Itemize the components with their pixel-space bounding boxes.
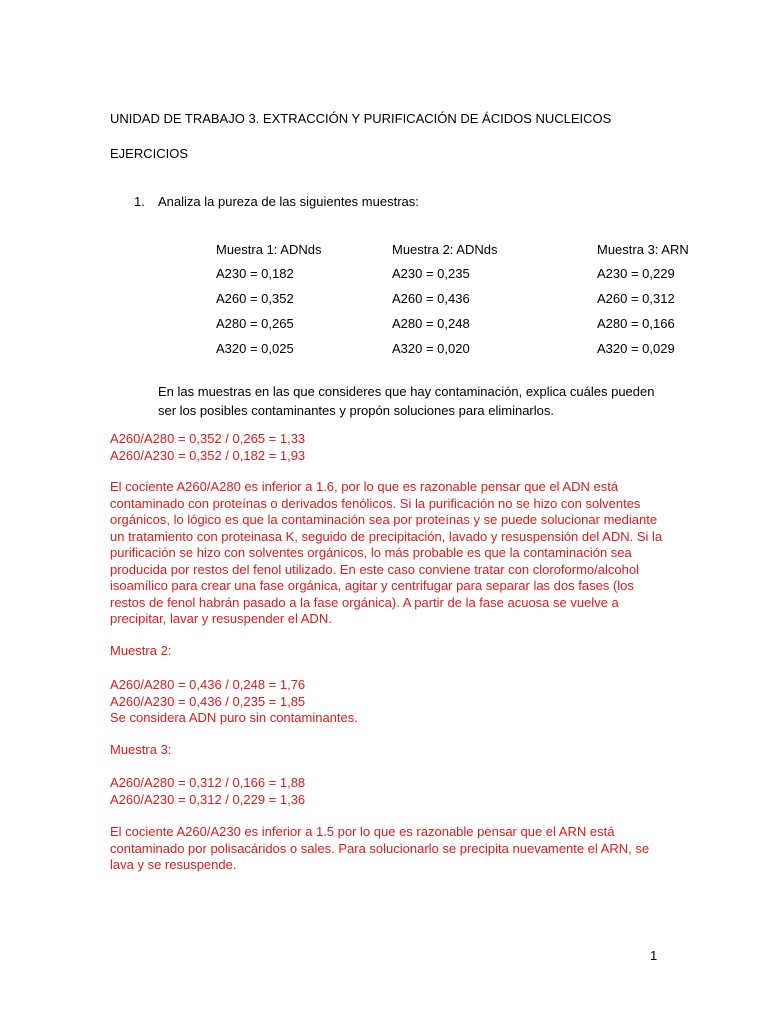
sample3-heading: Muestra 3:	[110, 742, 172, 757]
question-instruction: En las muestras en las que consideres que hay contaminación, explica cuáles pueden ser los posibles contaminantes y propón soluciones para eliminarlos.	[158, 384, 655, 418]
sample-value: A280 = 0,166	[597, 316, 675, 331]
sample-value: A320 = 0,020	[392, 341, 470, 356]
sample3-ratio-260-280: A260/A280 = 0,312 / 0,166 = 1,88	[110, 775, 306, 790]
sample1-explanation: El cociente A260/A280 es inferior a 1.6, por lo que es razonable pensar que el ADN está contaminado con proteínas o derivados fenólicos. Si la purificación no se hizo con solventes orgánicos, lo lógico es que la contaminación sea por proteínas y se puede solucionar mediante un tratamiento con proteinasa K, seguido de precipitación, lavado y resuspensión del ADN. Si la purificación se hizo con solventes orgánicos, lo más probable es que la contaminación sea producida por restos del fenol utilizado. En este caso conviene tratar con cloroformo/alcohol isoamílico para crear una fase orgánica, agitar y centrifugar para separar las dos fases (los restos de fenol habrán pasado a la fase orgánica). A partir de la fase acuosa se vuelve a precipitar, lavar y resuspender el ADN.	[110, 479, 663, 626]
question-text: Analiza la pureza de las siguientes muestras:	[158, 194, 419, 209]
sample-value: A320 = 0,029	[597, 341, 675, 356]
sample-header: Muestra 1: ADNds	[216, 242, 322, 257]
sample-header: Muestra 3: ARN	[597, 242, 689, 257]
page-number: 1	[650, 948, 658, 963]
section-heading: EJERCICIOS	[110, 146, 189, 161]
unit-title-prefix: UNIDAD DE TRABAJO 3.	[110, 111, 260, 126]
sample1-ratio-260-230: A260/A230 = 0,352 / 0,182 = 1,93	[110, 448, 306, 463]
sample-value: A260 = 0,312	[597, 291, 675, 306]
sample2-conclusion: Se considera ADN puro sin contaminantes.	[110, 710, 358, 725]
unit-title-rest: EXTRACCIÓN Y PURIFICACIÓN DE ÁCIDOS NUCLEICOS	[259, 111, 612, 126]
unit-title	[110, 111, 611, 127]
sample-value: A280 = 0,248	[392, 316, 470, 331]
sample-value: A230 = 0,235	[392, 266, 470, 281]
sample1-ratio-260-280: A260/A280 = 0,352 / 0,265 = 1,33	[110, 431, 306, 446]
sample-value: A280 = 0,265	[216, 316, 294, 331]
sample2-heading: Muestra 2:	[110, 643, 172, 658]
sample-header: Muestra 2: ADNds	[392, 242, 498, 257]
sample3-ratio-260-230: A260/A230 = 0,312 / 0,229 = 1,36	[110, 792, 306, 807]
sample-value: A260 = 0,436	[392, 291, 470, 306]
sample-value: A230 = 0,182	[216, 266, 294, 281]
sample2-ratio-260-280: A260/A280 = 0,436 / 0,248 = 1,76	[110, 677, 306, 692]
sample3-explanation: El cociente A260/A230 es inferior a 1.5 por lo que es razonable pensar que el ARN está contaminado por polisacáridos o sales. Para solucionarlo se precipita nuevamente el ARN, se lava y se resuspende.	[110, 824, 650, 872]
sample-value: A320 = 0,025	[216, 341, 294, 356]
sample-value: A260 = 0,352	[216, 291, 294, 306]
sample-value: A230 = 0,229	[597, 266, 675, 281]
question-number: 1.	[134, 194, 145, 209]
sample2-ratio-260-230: A260/A230 = 0,436 / 0,235 = 1,85	[110, 694, 306, 709]
